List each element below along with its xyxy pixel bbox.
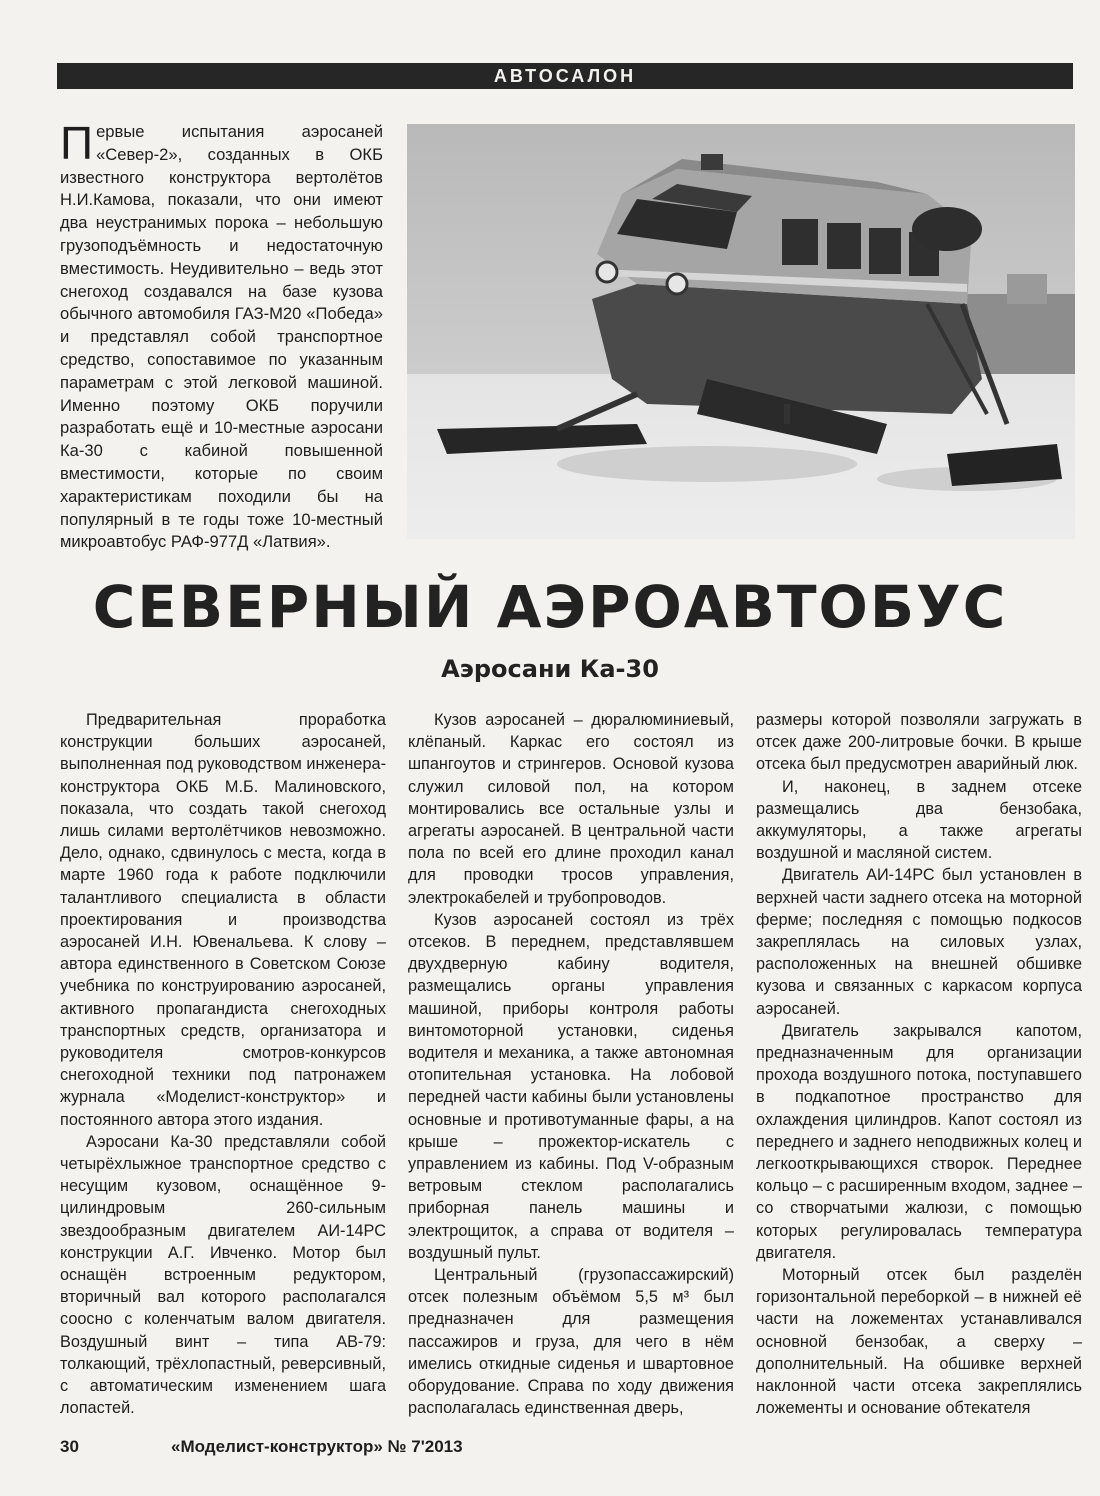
magazine-issue: «Моделист-конструктор» № 7'2013 (171, 1437, 463, 1456)
paragraph: И, наконец, в заднем отсеке размещались два бензобака, аккумуляторы, а также агрегаты воздушной и масляной систем. (756, 777, 1082, 863)
paragraph: Предварительная проработка конструкции больших аэросаней, выполненная под руководством инженера-конструктора ОКБ М.Б. Малиновского, показала, что создать такой снегоход лишь силами вертолётчиков невозможно. Дело, однако, сдвинулось с места, когда в марте 1960 года к работе подключили талантливого специалиста в области проектирования и производства аэросаней И.Н. Ювенальева. К слову – автора единственного в Советском Союзе учебника по конструированию аэросаней, активного пропагандиста снегоходных транспортных средств, организатора и руководителя смотров-конкурсов снегоходной техники под патронажем журнала «Моделист-конструктор» и постоянного автора этого издания. (60, 711, 386, 1129)
paragraph: Центральный (грузопассажирский) отсек полезным объёмом 5,5 м³ был предназначен для размещения пассажиров и груза, для чего в нём имелись откидные сиденья и швартовное оборудование. Справа по ходу движения располагалась единственная дверь, (408, 1266, 734, 1418)
article-title: СЕВЕРНЫЙ АЭРОАВТОБУС (92, 573, 1008, 641)
photo-illustration (407, 124, 1075, 539)
drop-cap: П (60, 117, 94, 169)
aerosled-photo (407, 124, 1075, 539)
rubric-bar: АВТОСАЛОН (57, 63, 1073, 89)
paragraph: Кузов аэросаней – дюралюминиевый, клёпаный. Каркас его состоял из шпангоутов и стрингеров. Основой кузова служил силовой пол, на котором монтировались все остальные узлы и агрегаты аэросаней. В центральной части пола по всей его длине проходил канал для проводки тросов управления, электрокабелей и трубопроводов. (408, 711, 734, 907)
text-column-3 (756, 709, 1082, 1420)
text-column-1 (60, 709, 386, 1420)
paragraph: Моторный отсек был разделён горизонтальной переборкой – в нижней её части на ложементах устанавливался основной бензобак, а сверху – дополнительный. На обшивке верхней наклонной части отсека закреплялись ложементы и основание обтекателя (756, 1266, 1082, 1418)
article-subtitle: Аэросани Ка-30 (441, 655, 659, 683)
paragraph: Двигатель АИ-14РС был установлен в верхней части заднего отсека на моторной ферме; последняя с помощью подкосов закреплялась на силовых узлах, расположенных на внешней обшивке кузова и связанных с каркасом корпуса аэросаней. (756, 866, 1082, 1018)
page-number: 30 (60, 1437, 79, 1456)
paragraph: Кузов аэросаней состоял из трёх отсеков. В переднем, представлявшем двухдверную кабину водителя, размещались органы управления машиной, приборы контроля работы винтомоторной установки, сиденья водителя и механика, а также автономная отопительная установка. На лобовой передней части кабины были установлены основные и противотуманные фары, а на крыше – прожектор-искатель с управлением из кабины. Под V-образным ветровым стеклом располагались приборная панель машины и электрощиток, а справа от водителя – воздушный пульт. (408, 910, 734, 1262)
text-column-2 (408, 709, 734, 1420)
paragraph-continuation: размеры которой позволяли загружать в отсек даже 200-литровые бочки. В крыше отсека был предусмотрен аварийный люк. (756, 711, 1082, 774)
intro-text: ервые испытания аэросаней «Север-2», созданных в ОКБ известного конструктора вертолётов Н.И.Камова, показали, что они имеют два неустранимых порока – небольшую грузоподъёмность и недостаточную вместимость. Неудивительно – ведь этот снегоход создавался на базе кузова обычного автомобиля ГАЗ-М20 «Победа» и представлял собой транспортное средство, сопоставимое по указанным параметрам с этой легковой машиной. Именно поэтому ОКБ поручили разработать ещё и 10-местные аэросани Ка-30 с кабиной повышенной вместимости, которые по своим характеристикам походили бы на популярный в те годы тоже 10-местный микроавтобус РАФ-977Д «Латвия». (60, 122, 383, 552)
paragraph: Аэросани Ка-30 представляли собой четырёхлыжное транспортное средство с несущим кузовом, оснащённое 9-цилиндровым 260-сильным звездообразным двигателем АИ-14РС конструкции А.Г. Ивченко. Мотор был оснащён встроенным редуктором, вторичный вал которого располагался соосно с коленчатым валом двигателя. Воздушный винт – типа АВ-79: толкающий, трёхлопастный, реверсивный, с автоматическим изменением шага лопастей. (60, 1132, 386, 1418)
intro-paragraph (60, 117, 383, 554)
paragraph: Двигатель закрывался капотом, предназначенным для организации прохода воздушного потока, поступавшего в подкапотное пространство для охлаждения цилиндров. Капот состоял из переднего и заднего неподвижных колец и легкооткрывающихся створок. Переднее кольцо – с расширенным входом, заднее – со створчатыми жалюзи, с помощью которых регулировалась температура двигателя. (756, 1021, 1082, 1262)
